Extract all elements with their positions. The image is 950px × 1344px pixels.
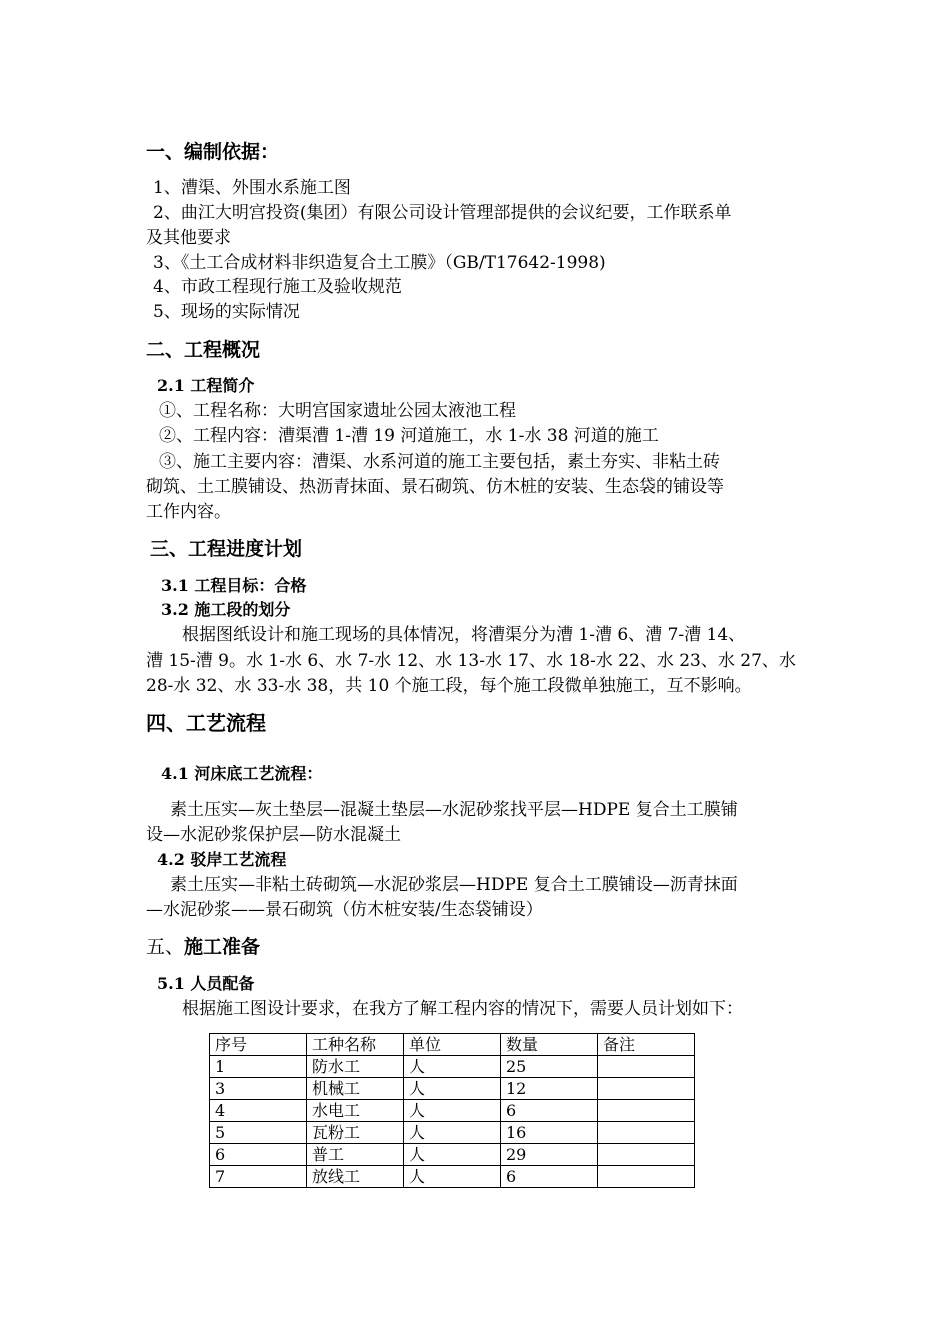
table-cell: 25 xyxy=(501,1056,598,1078)
table-cell: 5 xyxy=(210,1122,307,1144)
table-cell xyxy=(598,1100,695,1122)
subsection-5-1-title: 5.1 人员配备 xyxy=(157,974,255,993)
bank-flow-line-2: —水泥砂浆——景石砌筑（仿木桩安装/生态袋铺设） xyxy=(146,900,543,920)
section-3-heading: 三、工程进度计划 xyxy=(150,538,303,560)
section-4-heading: 四、工艺流程 xyxy=(146,711,266,735)
table-cell xyxy=(598,1144,695,1166)
table-cell: 人 xyxy=(404,1078,501,1100)
table-cell: 12 xyxy=(501,1078,598,1100)
table-cell: 6 xyxy=(501,1100,598,1122)
table-cell: 普工 xyxy=(307,1144,404,1166)
subsection-3-1-title: 3.1 工程目标：合格 xyxy=(161,576,307,595)
main-work-line-3: 工作内容。 xyxy=(146,502,231,522)
table-row xyxy=(210,1100,695,1122)
segment-para-line-1: 根据图纸设计和施工现场的具体情况，将漕渠分为漕 1-漕 6、漕 7-漕 14、 xyxy=(182,625,746,645)
table-cell: 3 xyxy=(210,1078,307,1100)
table-cell: 人 xyxy=(404,1166,501,1188)
subsection-4-1-title: 4.1 河床底工艺流程： xyxy=(161,764,323,783)
table-cell: 6 xyxy=(210,1144,307,1166)
header-cell: 数量 xyxy=(501,1034,598,1056)
project-content-line: ②、工程内容：漕渠漕 1-漕 19 河道施工，水 1-水 38 河道的施工 xyxy=(159,426,659,446)
table-cell: 放线工 xyxy=(307,1166,404,1188)
table-row xyxy=(210,1078,695,1100)
header-cell: 备注 xyxy=(598,1034,695,1056)
section-5-heading: 五、施工准备 xyxy=(146,936,261,958)
section-2-heading: 二、工程概况 xyxy=(146,339,261,361)
table-header-row xyxy=(210,1034,695,1056)
table-cell: 16 xyxy=(501,1122,598,1144)
table-cell: 人 xyxy=(404,1100,501,1122)
staffing-intro: 根据施工图设计要求，在我方了解工程内容的情况下，需要人员计划如下： xyxy=(182,999,743,1019)
riverbed-flow-line-1: 素土压实—灰土垫层—混凝土垫层—水泥砂浆找平层—HDPE 复合土工膜铺 xyxy=(170,800,738,820)
header-cell: 工种名称 xyxy=(307,1034,404,1056)
table-row xyxy=(210,1144,695,1166)
basis-item-4: 4、市政工程现行施工及验收规范 xyxy=(153,277,402,297)
table-cell: 人 xyxy=(404,1056,501,1078)
table-row xyxy=(210,1122,695,1144)
subsection-2-1-title: 2.1 工程简介 xyxy=(157,376,255,395)
table-cell: 1 xyxy=(210,1056,307,1078)
basis-item-5: 5、现场的实际情况 xyxy=(153,302,300,322)
basis-item-2: 2、曲江大明宫投资(集团）有限公司设计管理部提供的会议纪要，工作联系单 xyxy=(153,203,732,223)
table-cell: 6 xyxy=(501,1166,598,1188)
table-cell: 人 xyxy=(404,1122,501,1144)
bank-flow-line-1: 素土压实—非粘土砖砌筑—水泥砂浆层—HDPE 复合土工膜铺设—沥青抹面 xyxy=(170,875,738,895)
table-row xyxy=(210,1166,695,1188)
staffing-table xyxy=(209,1033,695,1188)
table-cell: 7 xyxy=(210,1166,307,1188)
basis-item-3: 3、《土工合成材料非织造复合土工膜》（GB/T17642-1998) xyxy=(153,253,606,273)
section-1-heading: 一、编制依据： xyxy=(146,141,280,163)
table-cell xyxy=(598,1122,695,1144)
header-cell: 序号 xyxy=(210,1034,307,1056)
header-cell: 单位 xyxy=(404,1034,501,1056)
table-cell: 水电工 xyxy=(307,1100,404,1122)
table-cell: 29 xyxy=(501,1144,598,1166)
table-cell: 防水工 xyxy=(307,1056,404,1078)
main-work-line-1: ③、施工主要内容：漕渠、水系河道的施工主要包括，素土夯实、非粘土砖 xyxy=(159,452,720,472)
subsection-4-2-title: 4.2 驳岸工艺流程 xyxy=(157,850,287,869)
table-cell: 机械工 xyxy=(307,1078,404,1100)
basis-item-1: 1、漕渠、外围水系施工图 xyxy=(153,178,351,198)
table-cell: 人 xyxy=(404,1144,501,1166)
table-cell xyxy=(598,1166,695,1188)
table-cell: 4 xyxy=(210,1100,307,1122)
basis-item-2-cont: 及其他要求 xyxy=(146,228,231,248)
table-cell: 瓦粉工 xyxy=(307,1122,404,1144)
project-name-line: ①、工程名称：大明宫国家遗址公园太液池工程 xyxy=(159,401,516,421)
table-cell xyxy=(598,1056,695,1078)
subsection-3-2-title: 3.2 施工段的划分 xyxy=(161,600,291,619)
table-row xyxy=(210,1056,695,1078)
riverbed-flow-line-2: 设—水泥砂浆保护层—防水混凝土 xyxy=(146,825,401,845)
table-cell xyxy=(598,1078,695,1100)
segment-para-line-2: 漕 15-漕 9。水 1-水 6、水 7-水 12、水 13-水 17、水 18-水 22、水 23、水 27、水 xyxy=(146,651,796,671)
main-work-line-2: 砌筑、土工膜铺设、热沥青抹面、景石砌筑、仿木桩的安装、生态袋的铺设等 xyxy=(146,477,724,497)
segment-para-line-3: 28-水 32、水 33-水 38，共 10 个施工段，每个施工段微单独施工，互不影响。 xyxy=(146,676,752,696)
